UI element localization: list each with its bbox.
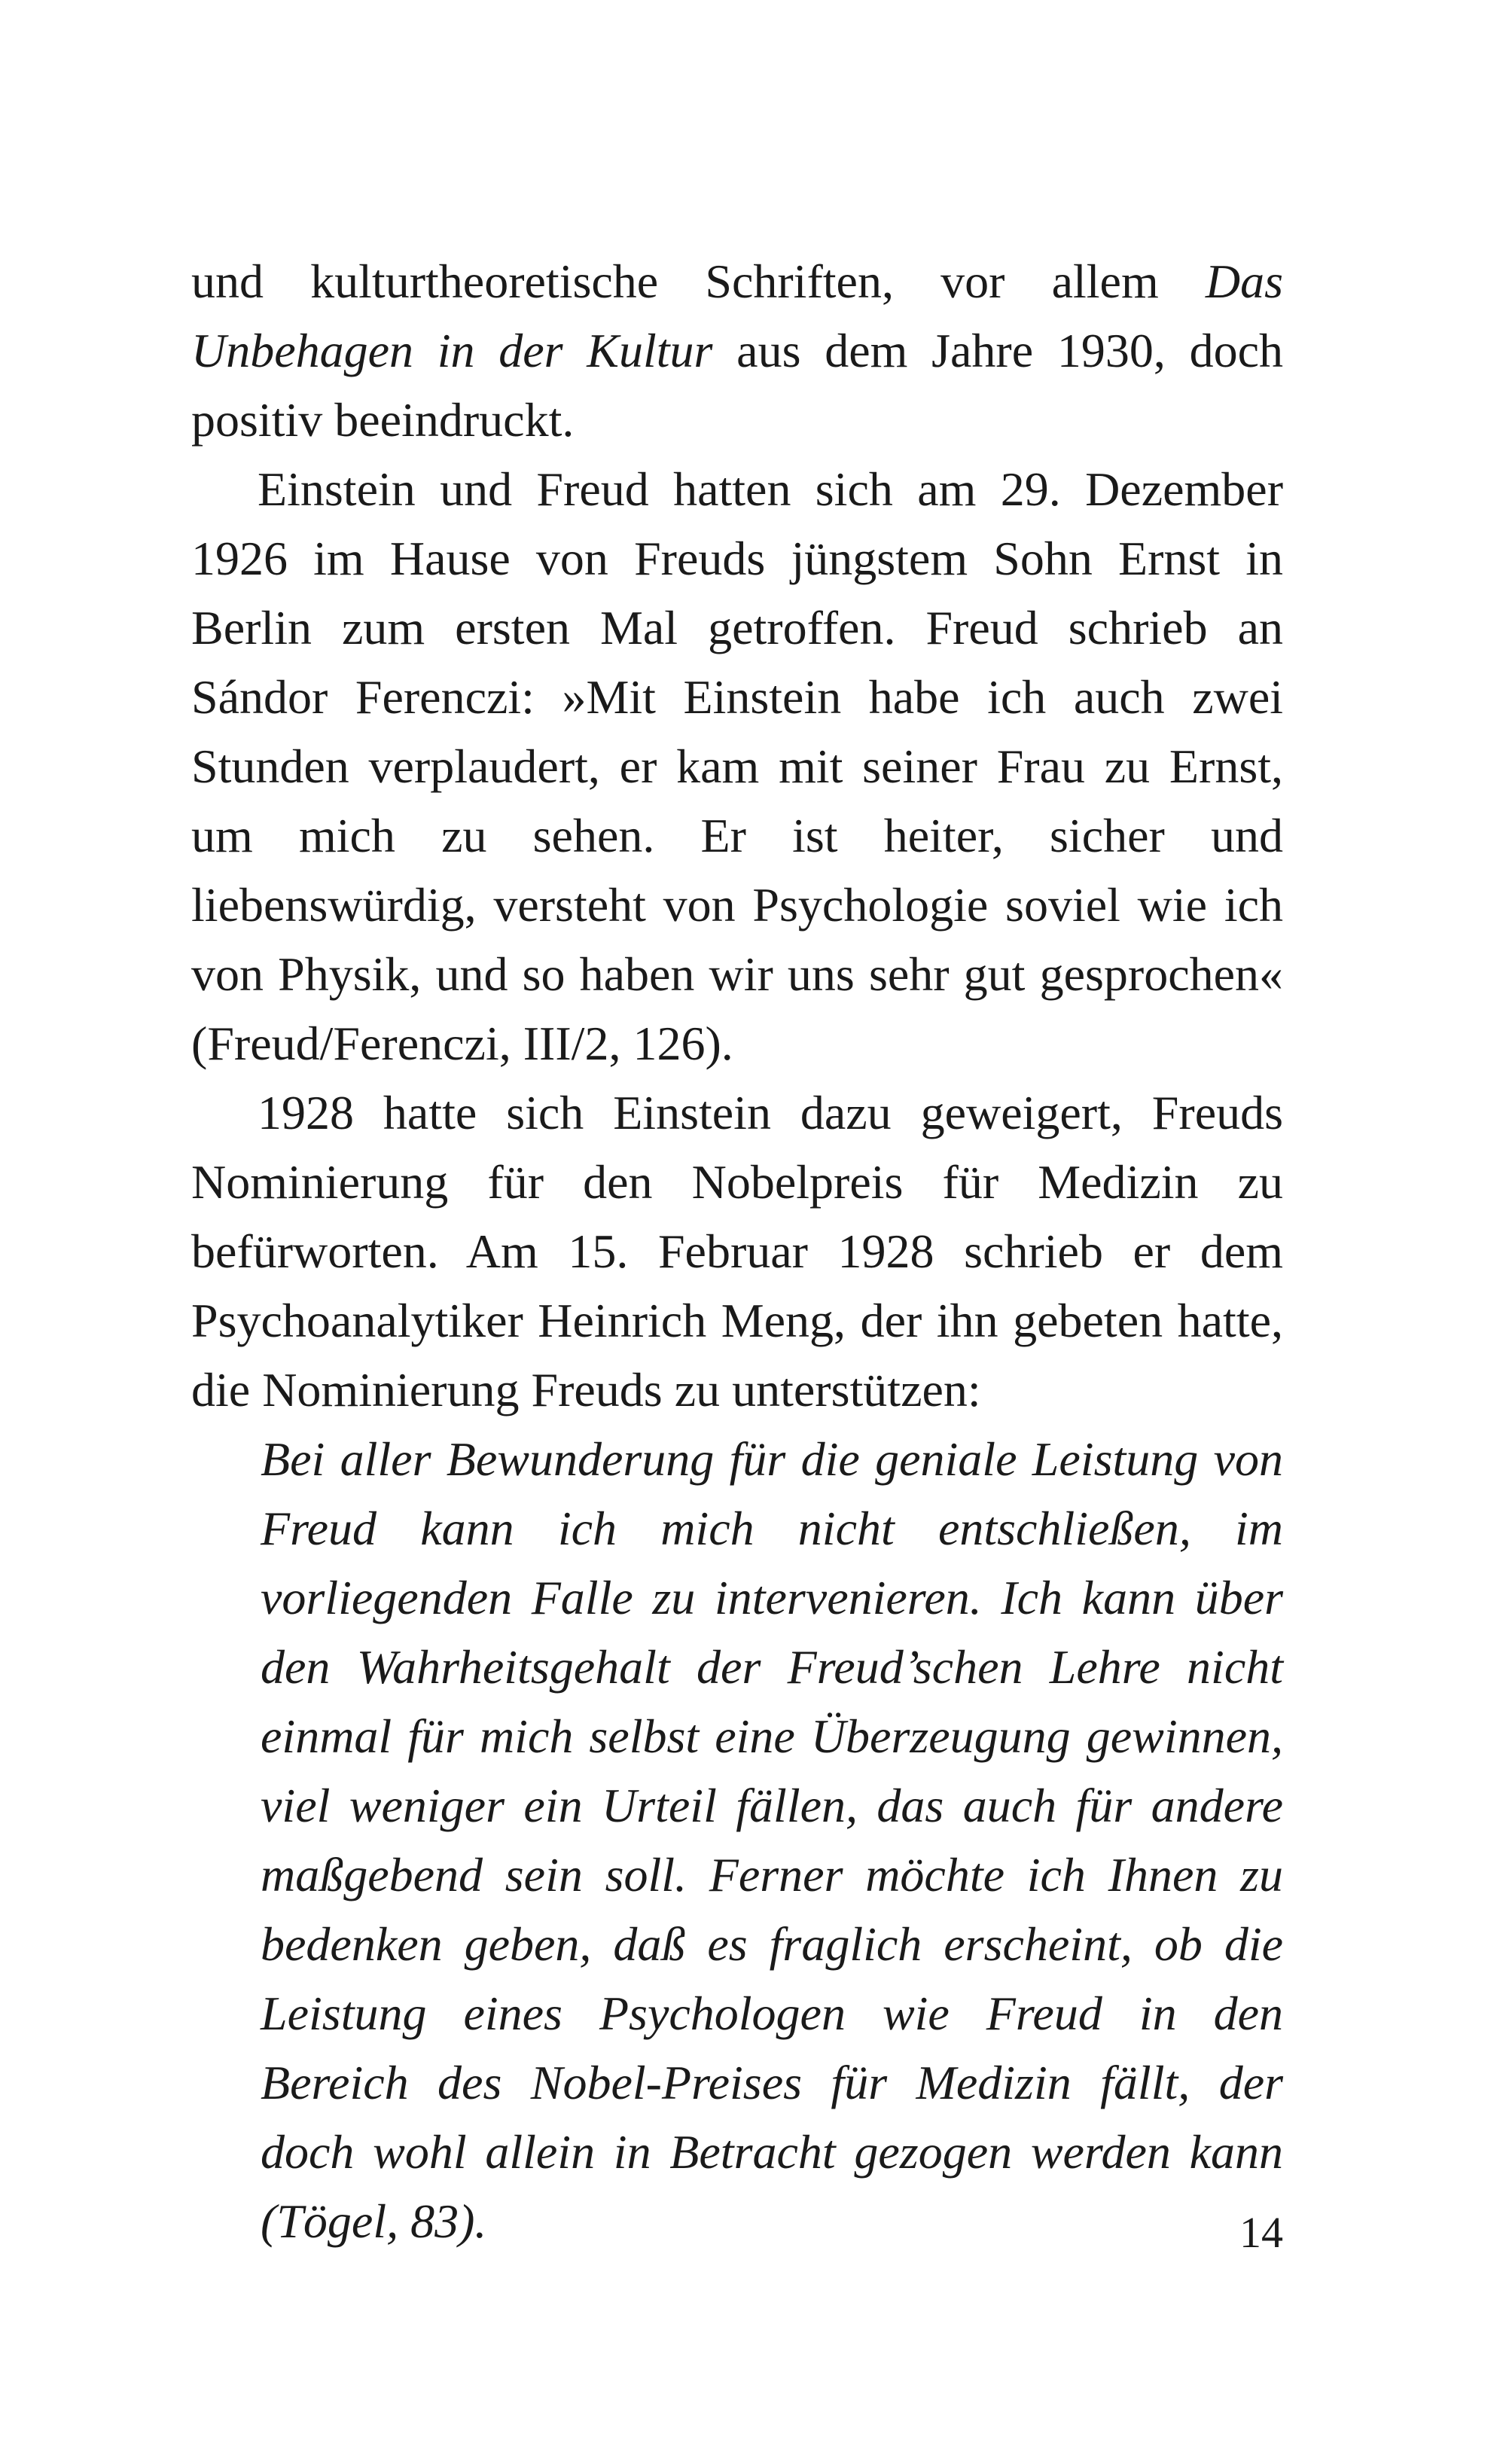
- paragraph-einstein-freud-meeting: Einstein und Freud hatten sich am 29. Dezember 1926 im Hause von Freuds jüngstem Sohn Ernst in Berlin zum ersten Mal getroffen. Freud schrieb an Sándor Ferenczi: »Mit Einstein habe ich auch zwei Stunden verplaudert, er kam mit seiner Frau zu Ernst, um mich zu sehen. Er ist heiter, sicher und liebenswürdig, versteht von Psychologie soviel wie ich von Physik, und so haben wir uns sehr gut gesprochen« (Freud/Ferenczi, III/2, 126).: [191, 462, 1283, 1070]
- page-number: 14: [1239, 2208, 1283, 2257]
- paragraph-text: und kulturtheoretische Schriften, vor allem: [191, 255, 1206, 308]
- paragraph-nobel-nomination: 1928 hatte sich Einstein dazu geweigert, Freuds Nominierung für den Nobelpreis für Medizin zu befürworten. Am 15. Februar 1928 schrieb er dem Psychoanalytiker Heinrich Meng, der ihn gebeten hatte, die Nominierung Freuds zu unterstützen:: [191, 1086, 1283, 1416]
- block-quote: Bei aller Bewunderung für die geniale Leistung von Freud kann ich mich nicht entschließen, im vorliegenden Falle zu intervenieren. Ich kann über den Wahrheitsgehalt der Freud’schen Lehre nicht einmal für mich selbst eine Überzeugung gewinnen, viel weniger ein Urteil fällen, das auch für andere maßgebend sein soll. Ferner möchte ich Ihnen zu bedenken geben, daß es fraglich erscheint, ob die Leistung eines Psychologen wie Freud in den Bereich des Nobel-Preises für Medizin fällt, der doch wohl allein in Betracht gezogen werden kann (Tögel, 83).: [261, 1432, 1283, 2248]
- paragraph-text: aus dem Jahre 1930, doch positiv beeindruckt.: [191, 324, 1284, 447]
- paragraph-continuation: [191, 247, 1283, 455]
- body-text: [191, 247, 1283, 2256]
- book-title: Das Unbehagen in der Kultur: [191, 255, 1283, 377]
